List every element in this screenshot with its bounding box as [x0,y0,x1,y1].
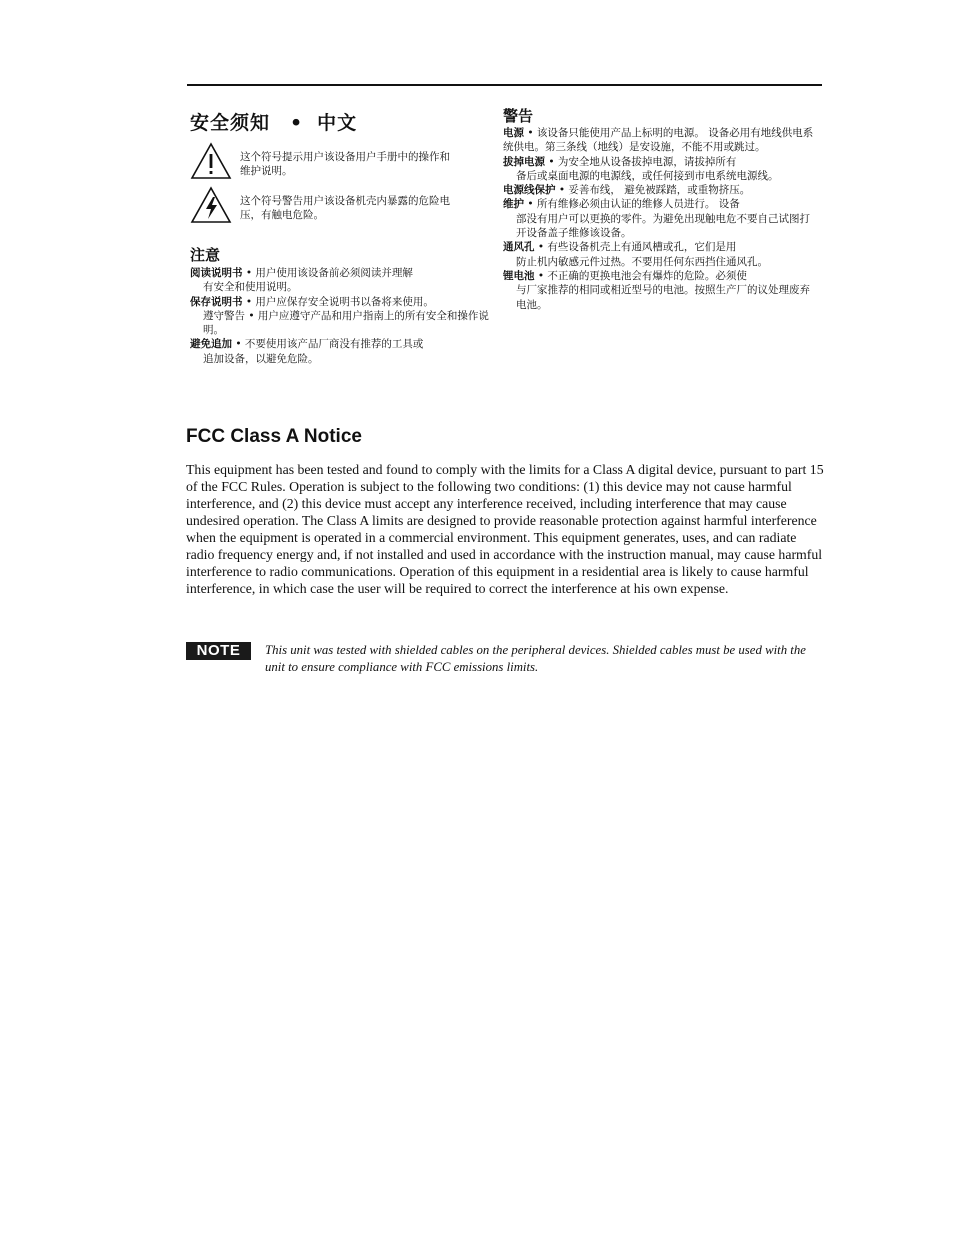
caution-item [190,295,490,338]
warning-item-line1: 有些设备机壳上有通风槽或孔，它们是用 [547,241,737,254]
symbol-row-caution [190,142,490,180]
warning-item-line2: 与厂家推荐的相同或相近型号的电池。按照生产厂的议处理废弃电池。 [516,284,810,311]
symbol-row-voltage [190,186,490,224]
lightning-triangle-icon [190,186,232,224]
caution-title: 注意 [190,246,221,264]
warning-item [503,126,818,155]
warning-item-term: 通风孔 [503,241,535,254]
warning-item-line1: 妥善布线， 避免被踩踏，或重物挤压。 [568,184,751,197]
warning-item-term: 拔掉电源 [503,155,545,168]
caution-item-sep: • [242,267,256,279]
warning-item-sep: • [545,155,558,168]
warning-item-sep: • [534,269,548,282]
caution-item-line1: 用户应保存安全说明书以备将来使用。 [255,295,434,308]
safety-right-column [503,106,818,312]
caution-item-line2: 追加设备，以避免危险。 [203,352,319,365]
fcc-heading: FCC Class A Notice [186,426,362,447]
warning-item-line1: 该设备只能使用产品上标明的电源。 设备必用有地线供电系统供电。第三条线（地线）是安设施，不能不用或跳过。 [503,127,814,154]
warning-item-term: 电源 [503,127,524,139]
warning-title: 警告 [503,107,534,125]
caution-item-term: 保存说明书 [190,295,243,308]
warning-item-term: 锂电池 [503,269,535,282]
safety-left-column [190,110,490,366]
caution-item-term: 避免追加 [190,338,232,351]
warning-item-line1: 不正确的更换电池会有爆炸的危险。必须使 [547,269,747,282]
warning-item-term: 维护 [503,198,524,211]
warning-item-line1: 为安全地从设备拔掉电源，请拔掉所有 [557,155,737,168]
warning-item-line2: 防止机内敏感元件过热。不要用任何东西挡住通风孔。 [516,255,768,268]
warning-item-sep: • [524,127,537,139]
top-rule [187,84,822,86]
symbol-caution-text: 这个符号提示用户该设备用户手册中的操作和维护说明。 [240,151,450,177]
warning-item-sep: • [534,241,548,254]
caution-item-line2: 遵守警告 • 用户应遵守产品和用户指南上的所有安全和操作说明。 [203,309,489,337]
warning-item-sep: • [524,198,537,211]
warning-item [503,269,818,312]
warning-item [503,183,818,197]
warning-item-line2: 备后或桌面电源的电源线，或任何接到市电系统电源线。 [516,169,779,182]
warning-item [503,240,818,269]
title-bullet: • [290,112,304,134]
warning-item [503,197,818,240]
warning-item [503,155,818,184]
caution-item-sep: • [232,338,245,351]
caution-item-term: 阅读说明书 [190,267,243,279]
caution-item [190,337,490,366]
language-label: 中文 [317,112,358,134]
caution-item-line1: 用户使用该设备前必须阅读并理解 [255,267,413,279]
exclamation-triangle-icon [190,142,232,180]
note-badge: NOTE [186,642,251,660]
fcc-body: This equipment has been tested and found to comply with the limits for a Class A digital device, pursuant to part 15 of the FCC Rules. Operation is subject to the following two conditions: (1) this device may not cause harmful interference, and (2) this device must accept any interference received, including interference that may cause undesired operation. The Class A limits are designed to provide reasonable protection against harmful interference when the equipment is operated in a commercial environment. This equipment generates, uses, and can radiate radio frequency energy and, if not installed and used in accordance with the instruction manual, may cause harmful interference to radio communications. Operation of this equipment in a residential area is likely to cause harmful interference, in which case the user will be required to correct the interference at his own expense. [186,462,824,596]
safety-title-text: 安全须知 [190,112,271,134]
warning-item-line1: 所有维修必须由认证的维修人员进行。 设备 [536,198,740,211]
note-text: This unit was tested with shielded cables on the peripheral devices. Shielded cables must be used with the unit to ensure compliance with FCC emissions limits. [265,643,806,674]
warning-item-line2: 部没有用户可以更换的零件。为避免出现触电危不要自己试图打开设备盖子维修该设备。 [516,212,810,240]
caution-item [190,266,490,295]
caution-item-sep: • [242,295,256,308]
caution-item-line1: 不要使用该产品厂商没有推荐的工具或 [244,338,424,351]
safety-title [190,110,490,136]
caution-item-line2: 有安全和使用说明。 [203,281,298,294]
warning-item-term: 电源线保护 [503,184,556,197]
warning-item-sep: • [555,184,569,197]
symbol-voltage-text: 这个符号警告用户该设备机壳内暴露的危险电压，有触电危险。 [240,195,450,221]
